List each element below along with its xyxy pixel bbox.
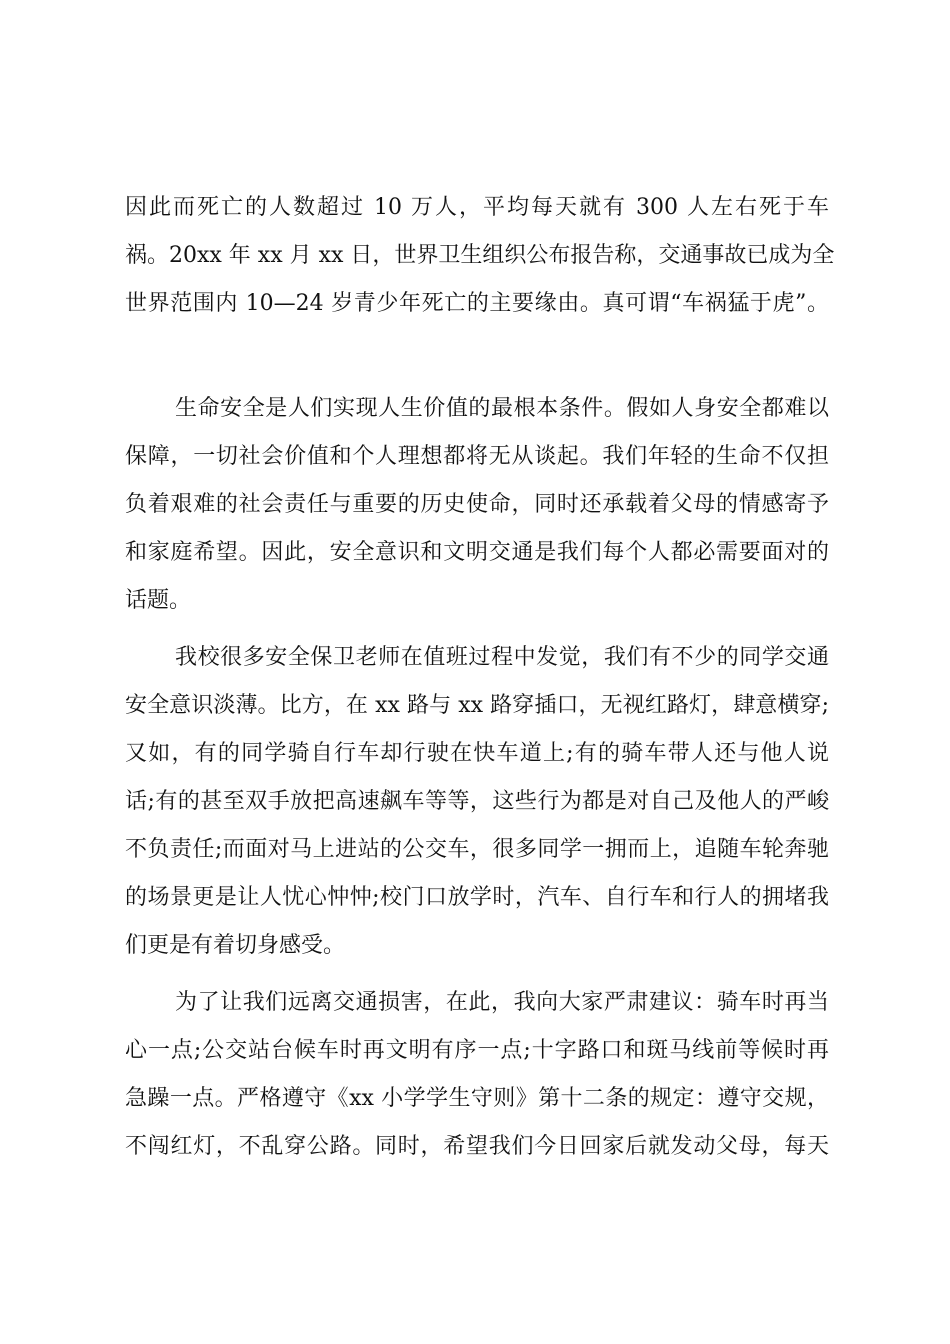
paragraph-line: 心一点;公交站台候车时再文明有序一点;十字路口和斑马线前等候时再 bbox=[125, 1038, 829, 1063]
paragraph-line: 负着艰难的社会责任与重要的历史使命，同时还承载着父母的情感寄予 bbox=[125, 492, 829, 517]
paragraph-line: 我校很多安全保卫老师在值班过程中发觉，我们有不少的同学交通 bbox=[175, 645, 829, 670]
paragraph-line: 世界范围内 10—24 岁青少年死亡的主要缘由。真可谓“车祸猛于虎”。 bbox=[125, 291, 829, 316]
paragraph-line: 不闯红灯，不乱穿公路。同时，希望我们今日回家后就发动父母，每天 bbox=[125, 1134, 829, 1159]
paragraph-line: 话;有的甚至双手放把高速飙车等等，这些行为都是对自己及他人的严峻 bbox=[125, 789, 829, 814]
paragraph-line: 生命安全是人们实现人生价值的最根本条件。假如人身安全都难以 bbox=[175, 396, 829, 421]
paragraph-line: 祸。20xx 年 xx 月 xx 日，世界卫生组织公布报告称，交通事故已成为全 bbox=[125, 243, 835, 268]
paragraph-line: 话题。 bbox=[125, 588, 192, 613]
paragraph-line: 急躁一点。严格遵守《xx 小学学生守则》第十二条的规定：遵守交规， bbox=[125, 1086, 829, 1111]
paragraph-line: 为了让我们远离交通损害，在此，我向大家严肃建议：骑车时再当 bbox=[175, 990, 829, 1015]
paragraph-line: 安全意识淡薄。比方，在 xx 路与 xx 路穿插口，无视红路灯，肆意横穿; bbox=[125, 693, 829, 718]
paragraph-line: 和家庭希望。因此，安全意识和文明交通是我们每个人都必需要面对的 bbox=[125, 540, 829, 565]
paragraph-line: 又如，有的同学骑自行车却行驶在快车道上;有的骑车带人还与他人说 bbox=[125, 741, 829, 766]
paragraph-line: 们更是有着切身感受。 bbox=[125, 933, 346, 958]
paragraph-line: 不负责任;而面对马上进站的公交车，很多同学一拥而上，追随车轮奔驰 bbox=[125, 837, 829, 862]
paragraph-line: 的场景更是让人忧心忡忡;校门口放学时，汽车、自行车和行人的拥堵我 bbox=[125, 885, 829, 910]
paragraph-line: 因此而死亡的人数超过 10 万人，平均每天就有 300 人左右死于车 bbox=[125, 195, 829, 220]
paragraph-line: 保障，一切社会价值和个人理想都将无从谈起。我们年轻的生命不仅担 bbox=[125, 444, 829, 469]
